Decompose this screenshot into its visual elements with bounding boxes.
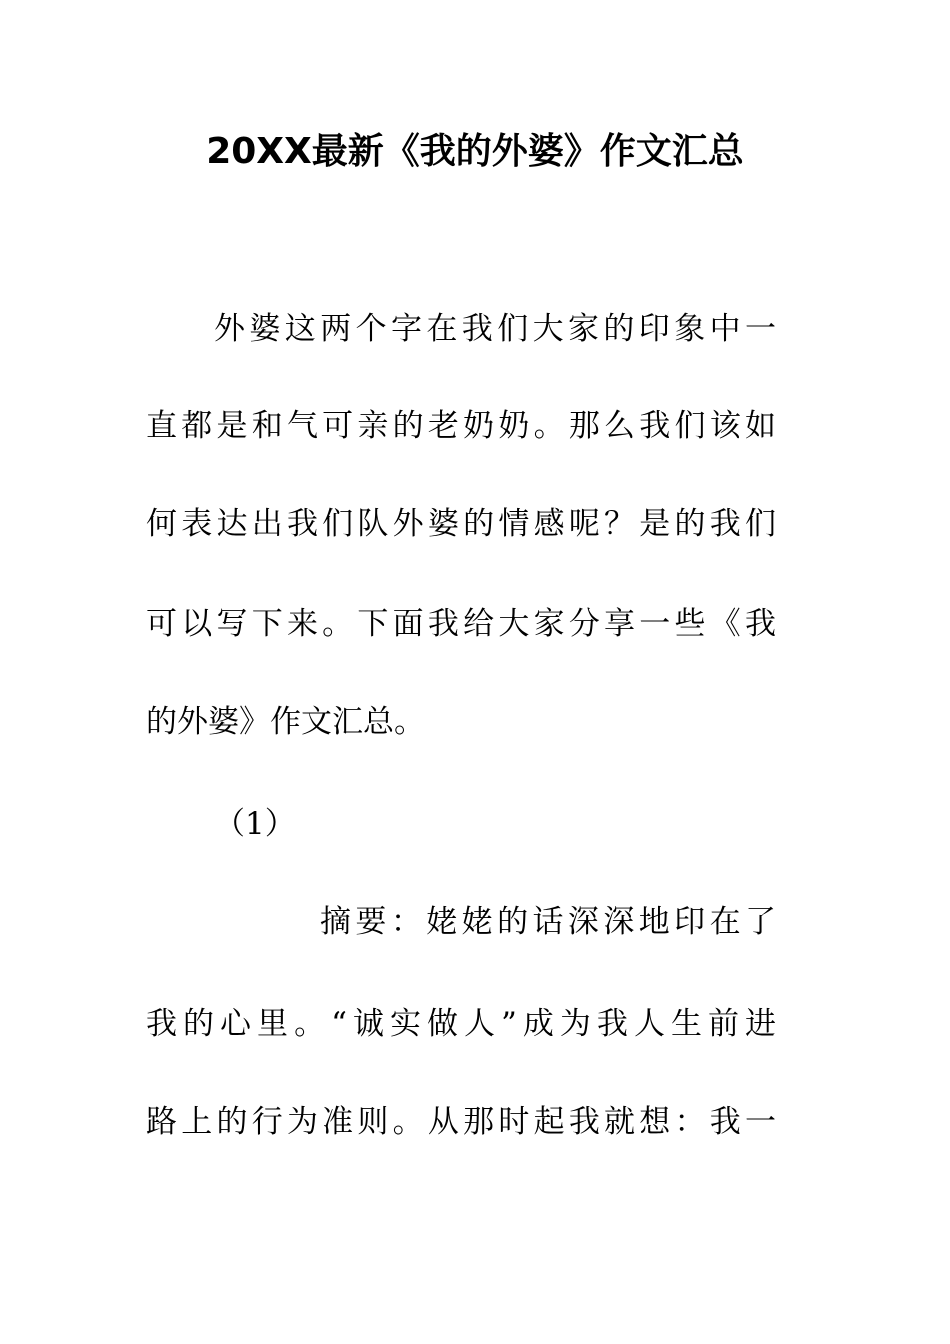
abstract-line-2: 我的心里。“诚实做人”成为我人生前进	[146, 1006, 776, 1042]
section-number: （1）	[214, 806, 296, 842]
document-title: 20XX最新《我的外婆》作文汇总	[206, 131, 744, 172]
intro-line-3: 何表达出我们队外婆的情感呢？是的我们	[146, 506, 776, 542]
intro-line-4: 可以写下来。下面我给大家分享一些《我	[146, 606, 776, 642]
intro-line-1: 外婆这两个字在我们大家的印象中一	[214, 311, 776, 347]
abstract-line-3: 路上的行为准则。从那时起我就想：我一	[146, 1104, 776, 1140]
intro-line-2: 直都是和气可亲的老奶奶。那么我们该如	[146, 408, 776, 444]
intro-line-5: 的外婆》作文汇总。	[146, 704, 425, 740]
abstract-line-1: 摘要：姥姥的话深深地印在了	[320, 904, 776, 940]
